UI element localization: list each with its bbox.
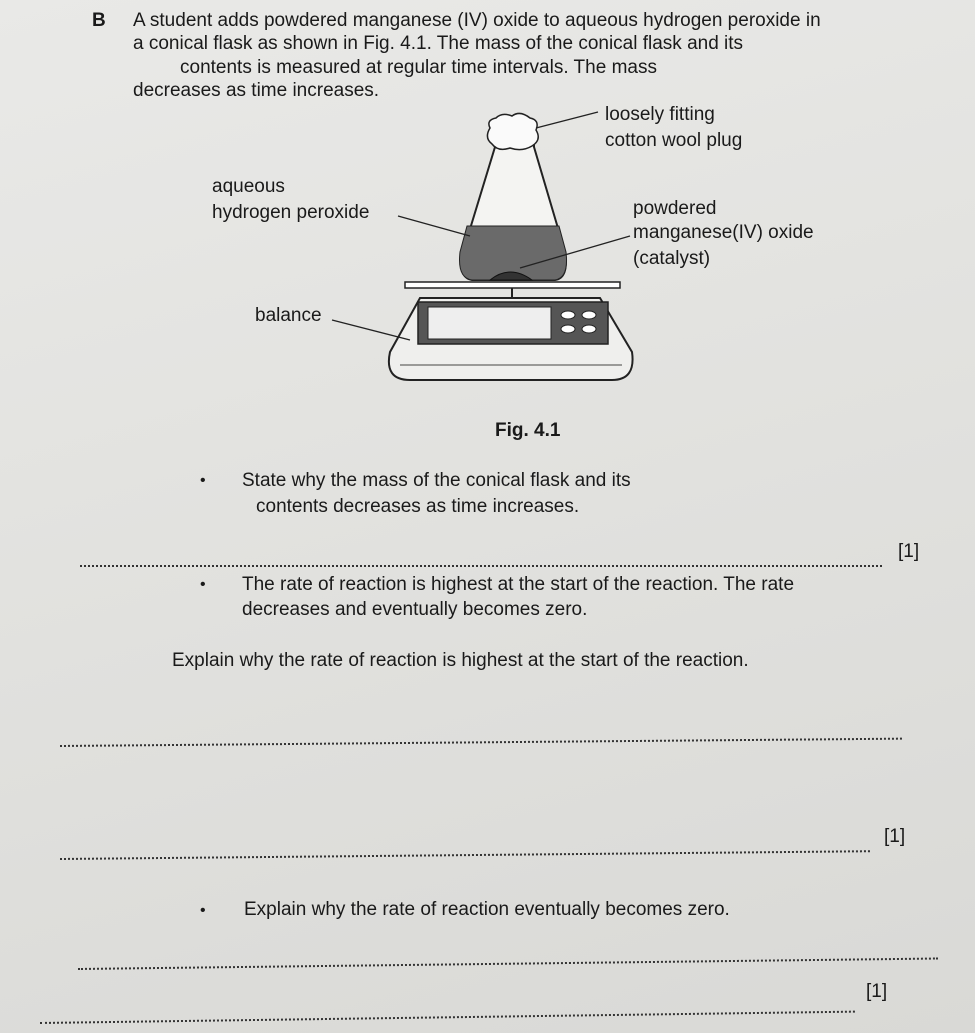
- part3-line-1: Explain why the rate of reaction eventually becomes zero.: [244, 899, 730, 920]
- balance-button: [561, 311, 575, 319]
- question-letter: B: [92, 10, 106, 31]
- marks-3: [1]: [866, 981, 888, 1002]
- label-catalyst-2: manganese(IV) oxide: [633, 222, 814, 243]
- balance-pan: [405, 282, 620, 288]
- cotton-wool-plug: [487, 113, 538, 149]
- bullet-2: •: [200, 576, 206, 593]
- intro-line-1: A student adds powdered manganese (IV) oxide to aqueous hydrogen peroxide in: [133, 10, 821, 31]
- part2-line-2: decreases and eventually becomes zero.: [242, 599, 588, 620]
- peroxide-leader-line: [398, 216, 470, 236]
- label-plug-1: loosely fitting: [605, 104, 715, 125]
- balance-button: [582, 325, 596, 333]
- marks-1: [1]: [898, 541, 920, 562]
- intro-line-3: contents is measured at regular time intervals. The mass: [180, 57, 657, 78]
- part1-line-2: contents decreases as time increases.: [256, 496, 580, 517]
- label-peroxide-2: hydrogen peroxide: [212, 202, 370, 223]
- label-plug-2: cotton wool plug: [605, 130, 743, 151]
- intro-line-4: decreases as time increases.: [133, 80, 380, 101]
- label-catalyst-3: (catalyst): [633, 248, 711, 269]
- part2-line-1: The rate of reaction is highest at the start of the reaction. The rate: [242, 574, 795, 595]
- balance-readout: [428, 307, 551, 339]
- balance-button: [582, 311, 596, 319]
- marks-2: [1]: [884, 826, 906, 847]
- balance-button: [561, 325, 575, 333]
- label-catalyst-1: powdered: [633, 198, 717, 219]
- balance-leader-line: [332, 320, 410, 340]
- bullet-3: •: [200, 902, 206, 919]
- label-balance: balance: [255, 305, 322, 326]
- plug-leader-line: [536, 112, 598, 128]
- part2-instruction: Explain why the rate of reaction is highest at the start of the reaction.: [172, 650, 749, 671]
- intro-line-2: a conical flask as shown in Fig. 4.1. The mass of the conical flask and its: [133, 33, 744, 54]
- part1-line-1: State why the mass of the conical flask and its: [242, 470, 631, 491]
- answer-line-1[interactable]: [80, 565, 882, 567]
- figure-caption: Fig. 4.1: [495, 420, 561, 441]
- bullet-1: •: [200, 472, 206, 489]
- label-peroxide-1: aqueous: [212, 176, 285, 197]
